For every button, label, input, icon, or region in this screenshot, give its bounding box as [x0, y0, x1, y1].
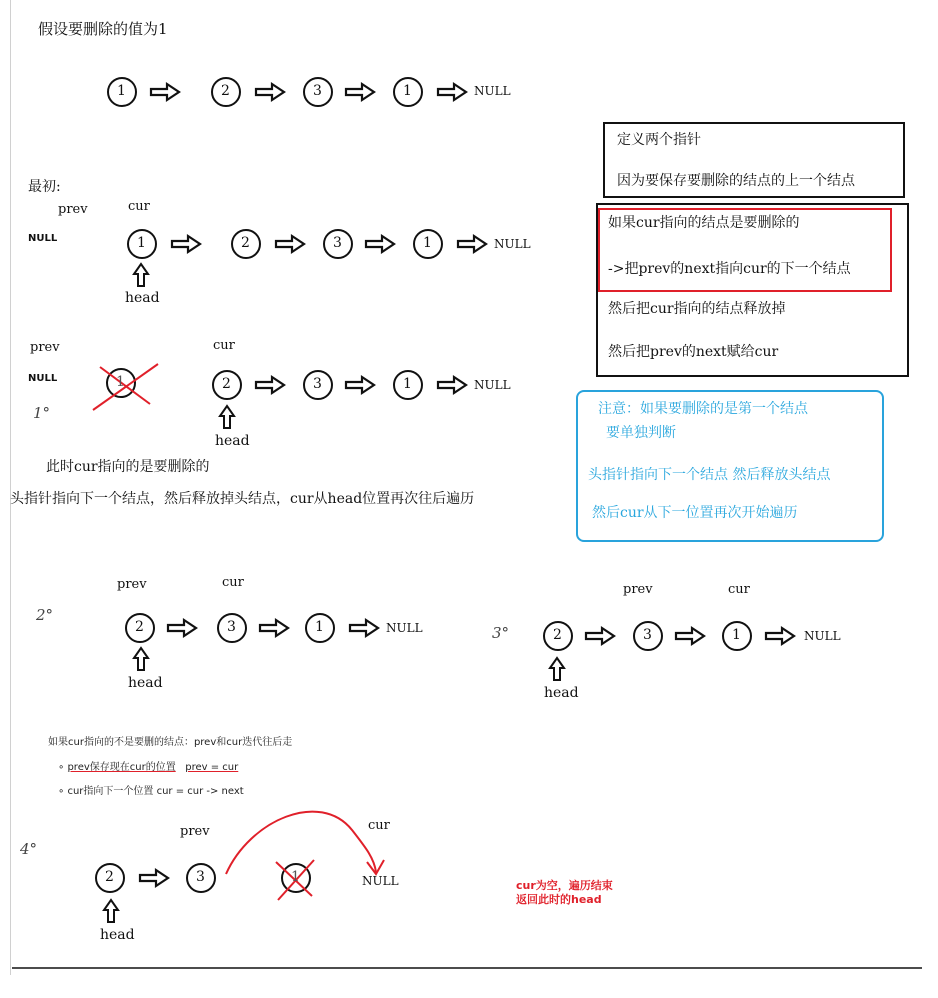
note-box-pointers [603, 122, 905, 198]
text-head-move: 头指针指向下一个结点，然后释放掉头结点，cur从head位置再次往后遍历 [10, 491, 475, 507]
step-mark: 3° [492, 624, 510, 642]
next-arrow [140, 870, 168, 886]
node-value: 1 [732, 627, 741, 643]
null-label: NULL [474, 84, 511, 98]
next-arrow [151, 84, 179, 100]
note-line: ->把prev的next指向cur的下一个结点 [608, 261, 851, 277]
node-value: 3 [227, 619, 236, 635]
initial-label: 最初: [28, 179, 61, 195]
iter-heading: 如果cur指向的不是要删的结点：prev和cur迭代往后走 [48, 737, 293, 748]
node-value: 1 [117, 83, 126, 99]
step-mark: 4° [20, 840, 38, 858]
node-value: 3 [313, 376, 322, 392]
node-value: 1 [315, 619, 324, 635]
head-pointer-arrow [104, 900, 118, 922]
head-pointer-arrow [550, 658, 564, 680]
note-line: 头指针指向下一个结点 然后释放头结点 [588, 467, 831, 483]
step-mark: 1° [33, 404, 51, 422]
next-arrow [676, 628, 704, 644]
node-value: 1 [291, 869, 300, 885]
next-arrow [438, 377, 466, 393]
next-arrow [438, 84, 466, 100]
node-value: 2 [241, 235, 250, 251]
next-arrow [366, 236, 394, 252]
prev-label: prev [623, 582, 653, 597]
null-label: NULL [28, 233, 58, 244]
node-value: 2 [222, 376, 231, 392]
iter-item1-b: prev = cur [185, 762, 239, 773]
cur-label: cur [213, 338, 235, 353]
note-line: 如果cur指向的结点是要删除的 [608, 215, 800, 231]
null-label: NULL [474, 378, 511, 392]
next-arrow [458, 236, 486, 252]
node-value: 3 [196, 869, 205, 885]
null-label: NULL [494, 237, 531, 251]
cur-label: cur [368, 818, 390, 833]
node-value: 1 [116, 374, 125, 390]
note-line: 定义两个指针 [617, 132, 701, 148]
next-arrow [256, 84, 284, 100]
iter-item1-a: prev保存现在cur的位置 [67, 762, 176, 773]
node-value: 3 [643, 627, 652, 643]
node-value: 2 [135, 619, 144, 635]
next-arrow [766, 628, 794, 644]
note-line: 然后把cur指向的结点释放掉 [608, 301, 786, 317]
text-cur-delete: 此时cur指向的是要删除的 [46, 459, 210, 475]
node-value: 1 [403, 376, 412, 392]
iter-item2: ∘ cur指向下一个位置 cur = cur -> next [58, 786, 244, 797]
note-line: 然后把prev的next赋给cur [608, 344, 779, 360]
note-line: 因为要保存要删除的结点的上一个结点 [617, 173, 855, 189]
node-value: 1 [423, 235, 432, 251]
next-arrow [350, 620, 378, 636]
cur-label: cur [128, 199, 150, 214]
next-arrow [346, 377, 374, 393]
next-arrow [346, 84, 374, 100]
prev-label: prev [30, 340, 60, 355]
head-pointer-arrow [134, 264, 148, 286]
note-line: 然后cur从下一位置再次开始遍历 [592, 505, 798, 521]
diagram-title: 假设要删除的值为1 [38, 20, 168, 38]
node-value: 2 [105, 869, 114, 885]
iter-item1: ∘ prev保存现在cur的位置 prev = cur [58, 762, 239, 773]
cur-label: cur [728, 582, 750, 597]
node-value: 1 [403, 83, 412, 99]
head-label: head [125, 290, 160, 306]
head-label: head [215, 433, 250, 449]
node-value: 2 [221, 83, 230, 99]
prev-label: prev [117, 577, 147, 592]
end-note-line2: 返回此时的head [516, 893, 602, 906]
next-arrow [172, 236, 200, 252]
node-value: 3 [333, 235, 342, 251]
iter-item2-text: cur指向下一个位置 cur = cur -> next [67, 786, 244, 797]
next-arrow [276, 236, 304, 252]
note-box-delete [596, 203, 909, 377]
node-value: 3 [313, 83, 322, 99]
node-value: 2 [553, 627, 562, 643]
head-label: head [128, 675, 163, 691]
head-label: head [100, 927, 135, 943]
null-label: NULL [362, 874, 399, 888]
prev-label: prev [180, 824, 210, 839]
end-note-line1: cur为空，遍历结束 [516, 879, 613, 892]
head-pointer-arrow [134, 648, 148, 670]
head-label: head [544, 685, 579, 701]
null-label: NULL [386, 621, 423, 635]
note-line: 要单独判断 [606, 425, 676, 441]
next-arrow [586, 628, 614, 644]
note-box-first-node [576, 390, 884, 542]
step-mark: 2° [36, 606, 54, 624]
next-arrow [260, 620, 288, 636]
node-value: 1 [137, 235, 146, 251]
null-label: NULL [28, 373, 58, 384]
cur-label: cur [222, 575, 244, 590]
null-label: NULL [804, 629, 841, 643]
prev-label: prev [58, 202, 88, 217]
head-pointer-arrow [220, 406, 234, 428]
next-arrow [168, 620, 196, 636]
note-line: 注意：如果要删除的是第一个结点 [598, 401, 808, 417]
next-arrow [256, 377, 284, 393]
